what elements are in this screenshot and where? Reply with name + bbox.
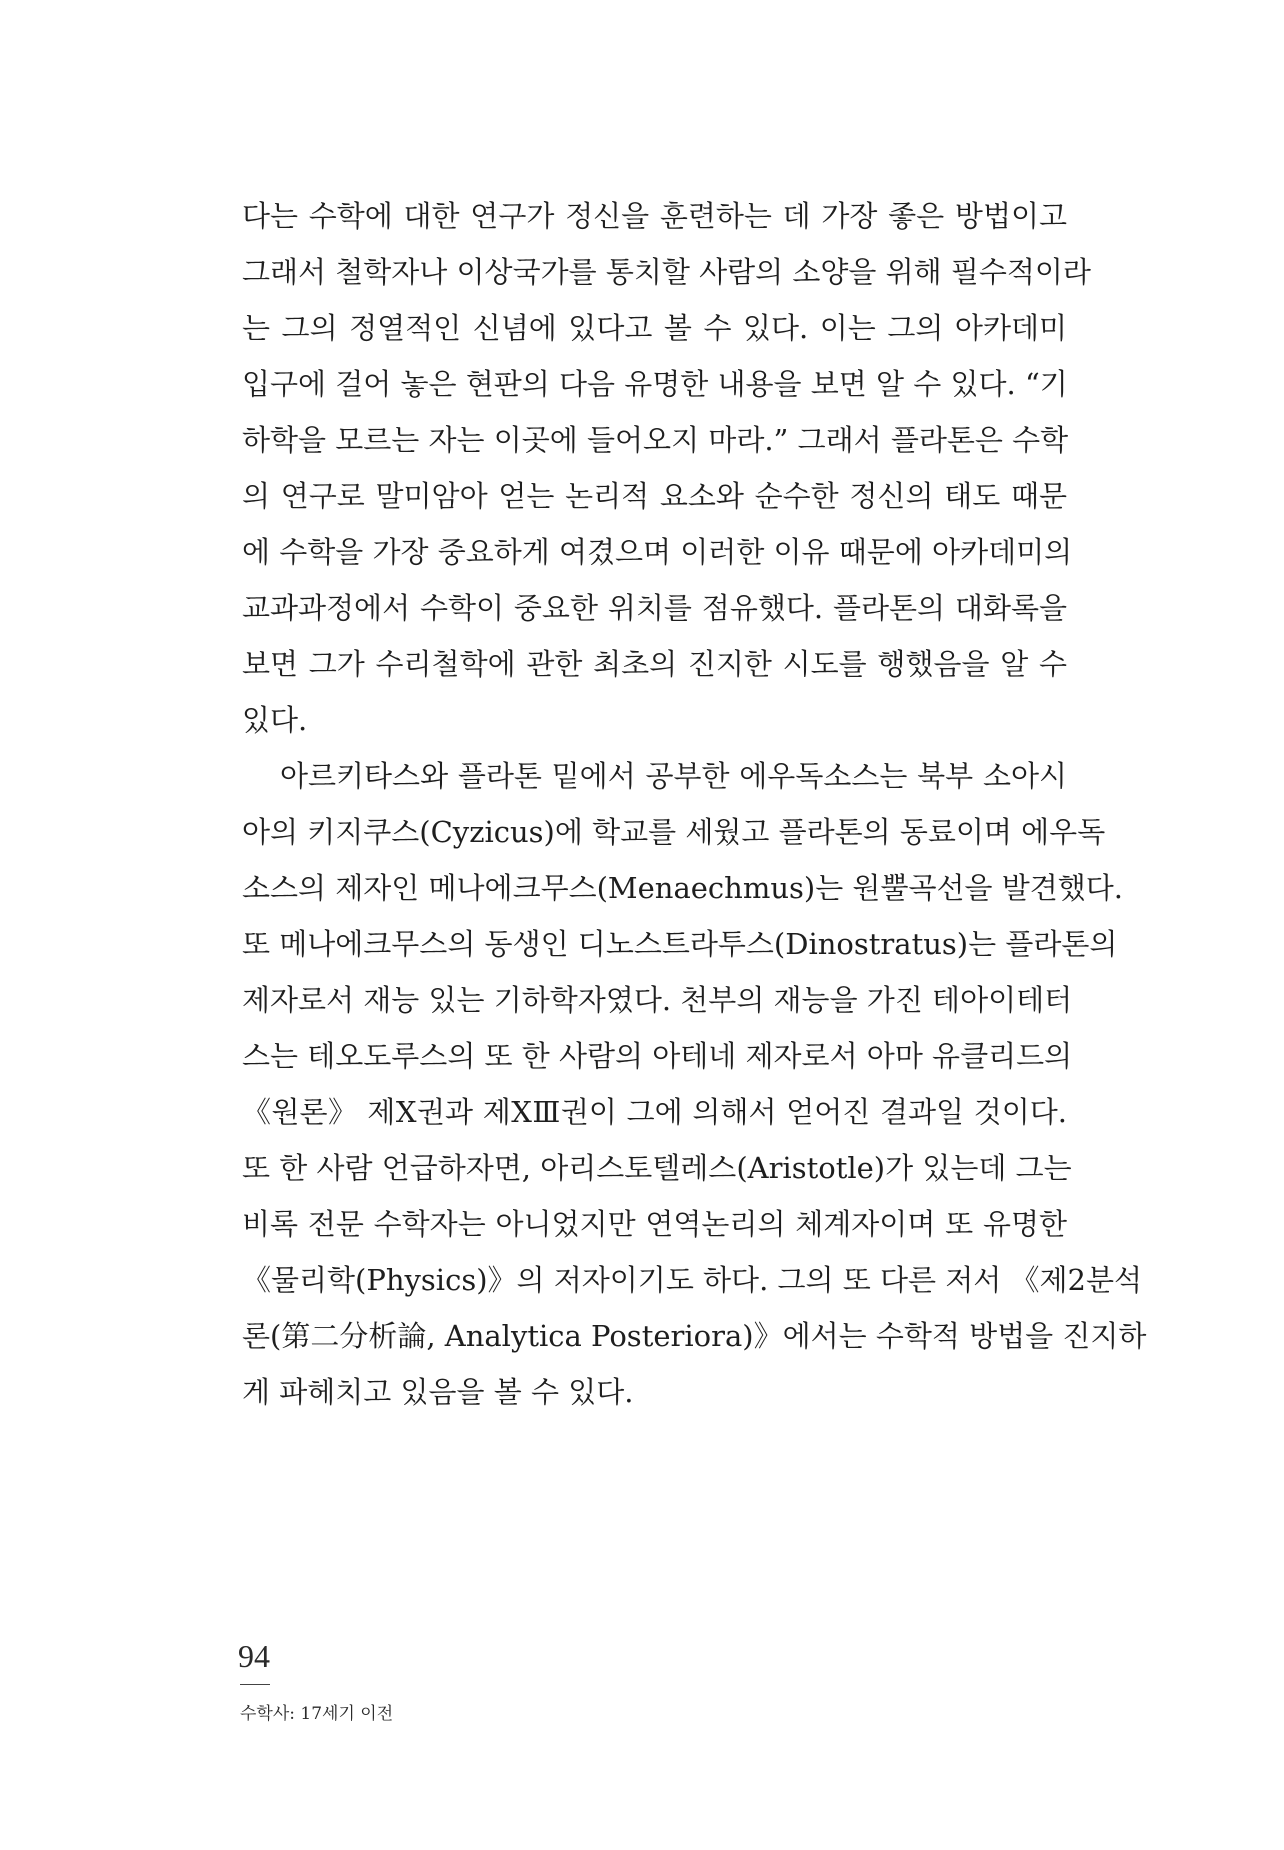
text-line: 입구에 걸어 놓은 현판의 다음 유명한 내용을 보면 알 수 있다. “기 — [242, 367, 1068, 401]
paragraph-2 — [242, 748, 1147, 1420]
text-line: 하학을 모르는 자는 이곳에 들어오지 마라.” 그래서 플라톤은 수학 — [242, 423, 1069, 457]
text-line: 또 메나에크무스의 동생인 디노스트라투스(Dinostratus)는 플라톤의 — [242, 927, 1118, 961]
body-text — [242, 188, 1147, 1420]
text-line: 의 연구로 말미암아 얻는 논리적 요소와 순수한 정신의 태도 때문 — [242, 479, 1067, 513]
text-line: 또 한 사람 언급하자면, 아리스토텔레스(Aristotle)가 있는데 그는 — [242, 1151, 1072, 1185]
text-line: 그래서 철학자나 이상국가를 통치할 사람의 소양을 위해 필수적이라 — [242, 255, 1091, 289]
text-line: 아의 키지쿠스(Cyzicus)에 학교를 세웠고 플라톤의 동료이며 에우독 — [242, 815, 1106, 849]
text-line: 비록 전문 수학자는 아니었지만 연역논리의 체계자이며 또 유명한 — [242, 1207, 1067, 1241]
text-line: 아르키타스와 플라톤 밑에서 공부한 에우독소스는 북부 소아시 — [280, 759, 1067, 793]
text-line: 론(第二分析論, Analytica Posteriora)》에서는 수학적 방법을 진지하 — [242, 1319, 1147, 1353]
text-line: 스는 테오도루스의 또 한 사람의 아테네 제자로서 아마 유클리드의 — [242, 1039, 1073, 1073]
text-line: 보면 그가 수리철학에 관한 최초의 진지한 시도를 행했음을 알 수 — [242, 647, 1067, 681]
page-number: 94 — [238, 1638, 270, 1674]
text-line: 제자로서 재능 있는 기하학자였다. 천부의 재능을 가진 테아이테터 — [242, 983, 1073, 1017]
running-title: 수학사: 17세기 이전 — [240, 1704, 394, 1724]
text-line: 《물리학(Physics)》의 저자이기도 하다. 그의 또 다른 저서 《제2분석 — [242, 1263, 1142, 1297]
text-line: 에 수학을 가장 중요하게 여겼으며 이러한 이유 때문에 아카데미의 — [242, 535, 1073, 569]
text-line: 다는 수학에 대한 연구가 정신을 훈련하는 데 가장 좋은 방법이고 — [242, 199, 1067, 233]
text-line: 소스의 제자인 메나에크무스(Menaechmus)는 원뿔곡선을 발견했다. — [242, 871, 1123, 905]
paragraph-1 — [242, 188, 1091, 748]
footer-divider — [240, 1684, 270, 1685]
text-line: 《원론》 제Ⅹ권과 제ⅩⅢ권이 그에 의해서 얻어진 결과일 것이다. — [242, 1095, 1067, 1129]
text-line: 게 파헤치고 있음을 볼 수 있다. — [242, 1375, 634, 1409]
text-line: 있다. — [242, 703, 308, 737]
text-line: 는 그의 정열적인 신념에 있다고 볼 수 있다. 이는 그의 아카데미 — [242, 311, 1067, 345]
text-line: 교과과정에서 수학이 중요한 위치를 점유했다. 플라톤의 대화록을 — [242, 591, 1067, 625]
